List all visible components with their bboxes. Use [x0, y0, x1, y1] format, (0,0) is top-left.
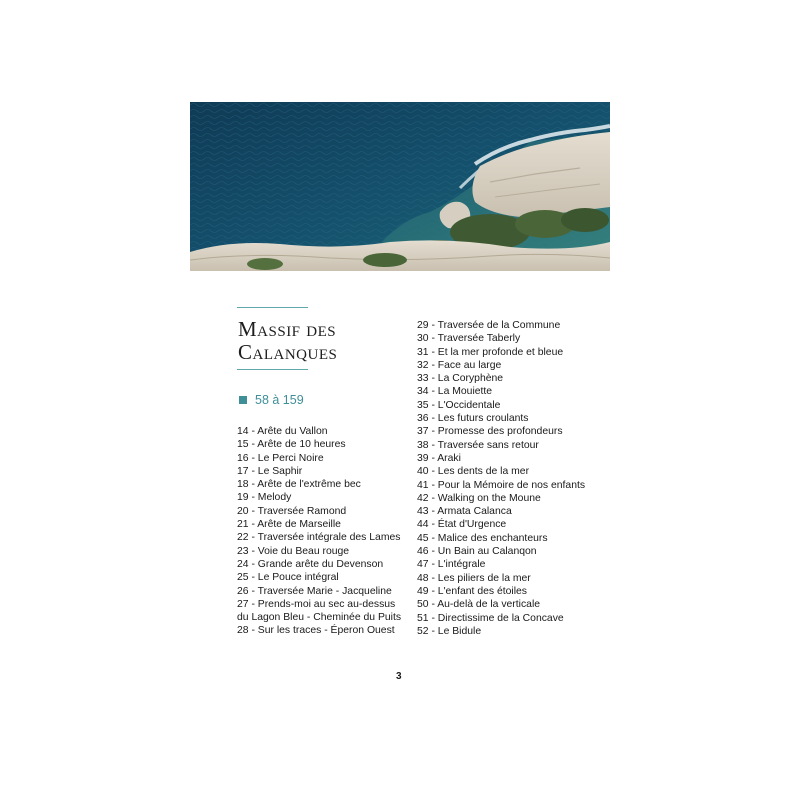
list-item: 31 - Et la mer profonde et bleue	[417, 346, 564, 358]
list-item: 17 - Le Saphir	[237, 465, 303, 477]
list-item: 46 - Un Bain au Calanqon	[417, 546, 537, 558]
aerial-coast-photo	[190, 102, 610, 271]
list-item: 27 - Prends-moi au sec au-dessus	[237, 598, 396, 610]
list-item: 37 - Promesse des profondeurs	[417, 426, 563, 438]
list-item: 32 - Face au large	[417, 359, 502, 371]
list-item: 16 - Le Perci Noire	[237, 452, 324, 464]
list-item: du Lagon Bleu - Cheminée du Puits	[237, 612, 402, 624]
list-item: 36 - Les futurs croulants	[417, 413, 529, 425]
page-range-text: 58 à 159	[255, 393, 304, 407]
list-item: 20 - Traversée Ramond	[237, 505, 347, 517]
list-item: 25 - Le Pouce intégral	[237, 572, 339, 584]
list-item: 22 - Traversée intégrale des Lames	[237, 532, 401, 544]
list-item: 18 - Arête de l'extrême bec	[237, 479, 361, 491]
list-item: 21 - Arête de Marseille	[237, 519, 341, 531]
list-item: 45 - Malice des enchanteurs	[417, 532, 548, 544]
list-item: 23 - Voie du Beau rouge	[237, 545, 350, 557]
list-item: 34 - La Mouiette	[417, 386, 493, 398]
list-item: 42 - Walking on the Moune	[417, 492, 541, 504]
list-item: 19 - Melody	[237, 492, 292, 504]
list-item: 44 - État d'Urgence	[417, 519, 507, 531]
list-item: 40 - Les dents de la mer	[417, 466, 530, 478]
list-item: 33 - La Coryphène	[417, 373, 504, 385]
list-item: 50 - Au-delà de la verticale	[417, 599, 541, 611]
list-item: 29 - Traversée de la Commune	[417, 320, 561, 331]
list-item: 39 - Araki	[417, 452, 461, 464]
list-item: 35 - L'Occidentale	[417, 399, 501, 411]
list-item: 49 - L'enfant des étoiles	[417, 585, 528, 597]
page-range	[239, 393, 304, 407]
list-item: 47 - L'intégrale	[417, 559, 486, 571]
list-item: 14 - Arête du Vallon	[237, 426, 328, 437]
list-item: 30 - Traversée Taberly	[417, 333, 521, 345]
heading-top-rule	[237, 307, 308, 308]
heading-bottom-rule	[237, 369, 308, 370]
list-item: 48 - Les piliers de la mer	[417, 572, 531, 584]
route-list-left	[237, 425, 401, 638]
page-number: 3	[396, 671, 402, 682]
list-item: 41 - Pour la Mémoire de nos enfants	[417, 479, 586, 491]
list-item: 51 - Directissime de la Concave	[417, 612, 564, 624]
list-item: 15 - Arête de 10 heures	[237, 439, 346, 451]
square-bullet-icon	[239, 396, 247, 404]
list-item: 26 - Traversée Marie - Jacqueline	[237, 585, 392, 597]
list-item: 28 - Sur les traces - Éperon Ouest	[237, 625, 395, 637]
list-item: 43 - Armata Calanca	[417, 506, 512, 518]
list-item: 52 - Le Bidule	[417, 625, 482, 637]
section-title-line2: Calanques	[238, 340, 338, 364]
route-list-right	[417, 319, 585, 638]
list-item: 24 - Grande arête du Devenson	[237, 558, 384, 570]
section-title-line1: Massif des	[238, 317, 337, 341]
list-item: 38 - Traversée sans retour	[417, 439, 539, 451]
